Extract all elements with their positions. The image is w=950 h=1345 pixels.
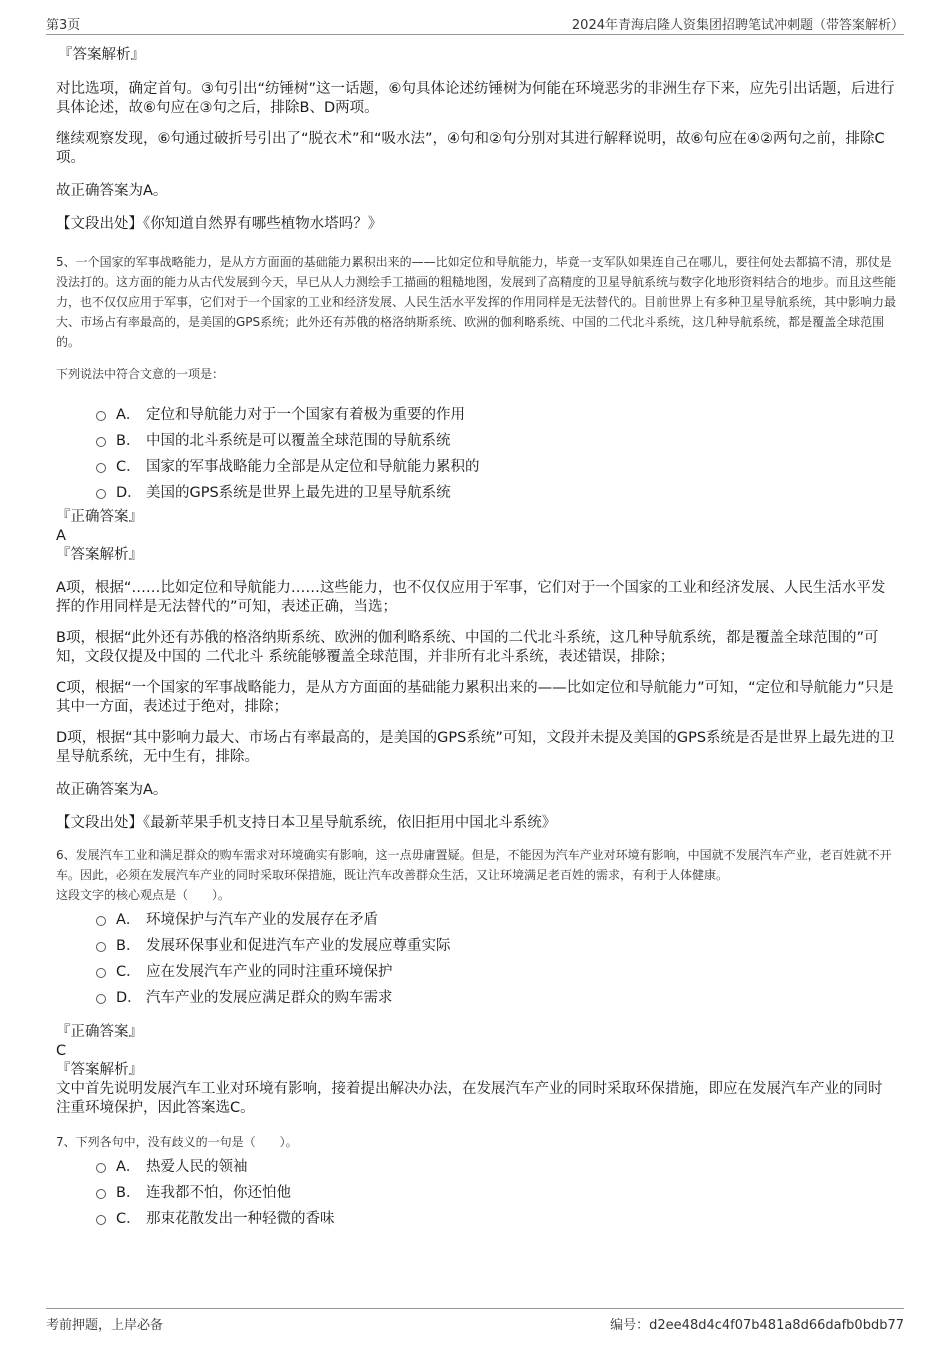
radio-icon[interactable] xyxy=(96,437,106,447)
q6-answer: C xyxy=(56,1043,67,1059)
q4-answer-conclusion: 故正确答案为A。 xyxy=(56,183,168,199)
q6-options xyxy=(96,905,896,1009)
footer-slogan: 考前押题，上岸必备 xyxy=(46,1318,164,1333)
q4-source: 【文段出处】《你知道自然界有哪些植物水塔吗？》 xyxy=(56,216,383,232)
q7-options xyxy=(96,1152,896,1230)
q4-analysis-p1: 对比选项，确定首句。③句引出“纺锤树”这一话题，⑥句具体论述纺锤树为何能在环境恶劣的非洲生存下来，应先引出话题，后进行具体论述，故⑥句应在③句之后，排除B、D两项。 xyxy=(56,81,895,116)
q6-option-c[interactable]: C． 应在发展汽车产业的同时注重环境保护 xyxy=(96,957,896,983)
q7-option-b[interactable]: B． 连我都不怕，你还怕他 xyxy=(96,1178,896,1204)
q5-analysis-label: 『答案解析』 xyxy=(56,547,143,563)
document-title: 2024年青海启隆人资集团招聘笔试冲刺题（带答案解析） xyxy=(571,18,904,33)
radio-icon[interactable] xyxy=(96,1189,106,1199)
q5-option-a[interactable]: A． 定位和导航能力对于一个国家有着极为重要的作用 xyxy=(96,400,896,426)
radio-icon[interactable] xyxy=(96,489,106,499)
radio-icon[interactable] xyxy=(96,916,106,926)
page-header xyxy=(46,12,904,35)
q7-option-a[interactable]: A． 热爱人民的领袖 xyxy=(96,1152,896,1178)
q7-stem: 7、下列各句中，没有歧义的一句是（ ）。 xyxy=(56,1135,298,1149)
q5-analysis-c: C项，根据“一个国家的军事战略能力，是从方方面面的基础能力累积出来的——比如定位和导航能力”可知，“定位和导航能力”只是其中一方面，表述过于绝对，排除； xyxy=(56,680,894,715)
q5-answer-label: 『正确答案』 xyxy=(56,509,143,525)
q6-stem: 6、发展汽车工业和满足群众的购车需求对环境确实有影响，这一点毋庸置疑。但是，不能因为汽车产业对环境有影响，中国就不发展汽车产业，老百姓就不开车。因此，必须在发展汽车产业的同时采取环保措施，既让汽车改善群众生活，又让环境满足老百姓的需求，有利于人体健康。 xyxy=(56,848,892,882)
page-number: 第3页 xyxy=(46,18,81,33)
q5-options xyxy=(96,400,896,504)
q5-analysis-b: B项，根据“此外还有苏俄的格洛纳斯系统、欧洲的伽利略系统、中国的二代北斗系统，这几种导航系统，都是覆盖全球范围的”可知，文段仅提及中国的 二代北斗 系统能够覆盖全球范围，并非所有北斗系统，表述错误，排除； xyxy=(56,630,879,665)
q5-stem: 5、一个国家的军事战略能力，是从方方面面的基础能力累积出来的——比如定位和导航能力，毕竟一支军队如果连自己在哪儿，要往何处去都搞不清，那仗是没法打的。这方面的能力从古代发展到今天，早已从人力测绘手工描画的粗糙地图，发展到了高精度的卫星导航系统与数字化地形资料结合的地步。而且这些能力，也不仅仅应用于军事，它们对于一个国家的工业和经济发展、人民生活水平发挥的作用同样是无法替代的。目前世界上有多种卫星导航系统，其中影响力最大、市场占有率最高的，是美国的GPS系统；此外还有苏俄的格洛纳斯系统、欧洲的伽利略系统、中国的二代北斗系统，这几种导航系统，都是覆盖全球范围的。 xyxy=(56,255,897,349)
q6-question: 这段文字的核心观点是（ ）。 xyxy=(56,888,231,902)
q6-analysis-label: 『答案解析』 xyxy=(56,1062,143,1078)
q6-option-d[interactable]: D． 汽车产业的发展应满足群众的购车需求 xyxy=(96,983,896,1009)
q6-analysis: 文中首先说明发展汽车工业对环境有影响，接着提出解决办法，在发展汽车产业的同时采取环保措施，即应在发展汽车产业的同时注重环境保护，因此答案选C。 xyxy=(56,1081,883,1116)
radio-icon[interactable] xyxy=(96,994,106,1004)
q5-option-c[interactable]: C． 国家的军事战略能力全部是从定位和导航能力累积的 xyxy=(96,452,896,478)
q6-answer-label: 『正确答案』 xyxy=(56,1024,143,1040)
radio-icon[interactable] xyxy=(96,1215,106,1225)
q5-analysis-a: A项，根据“……比如定位和导航能力……这些能力，也不仅仅应用于军事，它们对于一个国家的工业和经济发展、人民生活水平发挥的作用同样是无法替代的”可知，表述正确，当选； xyxy=(56,580,886,615)
radio-icon[interactable] xyxy=(96,942,106,952)
radio-icon[interactable] xyxy=(96,1163,106,1173)
q5-answer-conclusion: 故正确答案为A。 xyxy=(56,782,168,798)
page-footer xyxy=(46,1308,904,1335)
radio-icon[interactable] xyxy=(96,463,106,473)
q5-question: 下列说法中符合文意的一项是： xyxy=(56,367,225,381)
radio-icon[interactable] xyxy=(96,968,106,978)
q5-analysis-d: D项，根据“其中影响力最大、市场占有率最高的，是美国的GPS系统”可知，文段并未提及美国的GPS系统是否是世界上最先进的卫星导航系统，无中生有，排除。 xyxy=(56,730,895,765)
document-code: 编号：d2ee48d4c4f07b481a8d66dafb0bdb77 xyxy=(610,1318,904,1333)
page-content xyxy=(56,46,896,1230)
q5-answer: A xyxy=(56,528,66,544)
q6-option-a[interactable]: A． 环境保护与汽车产业的发展存在矛盾 xyxy=(96,905,896,931)
q4-analysis-label: 『答案解析』 xyxy=(58,47,145,63)
q6-option-b[interactable]: B． 发展环保事业和促进汽车产业的发展应尊重实际 xyxy=(96,931,896,957)
radio-icon[interactable] xyxy=(96,411,106,421)
q7-option-c[interactable]: C． 那束花散发出一种轻微的香味 xyxy=(96,1204,896,1230)
q5-option-d[interactable]: D． 美国的GPS系统是世界上最先进的卫星导航系统 xyxy=(96,478,896,504)
q5-option-b[interactable]: B． 中国的北斗系统是可以覆盖全球范围的导航系统 xyxy=(96,426,896,452)
q4-analysis-p2: 继续观察发现，⑥句通过破折号引出了“脱衣术”和“吸水法”，④句和②句分别对其进行解释说明，故⑥句应在④②两句之前，排除C项。 xyxy=(56,131,885,166)
q5-source: 【文段出处】《最新苹果手机支持日本卫星导航系统，依旧拒用中国北斗系统》 xyxy=(56,815,557,831)
